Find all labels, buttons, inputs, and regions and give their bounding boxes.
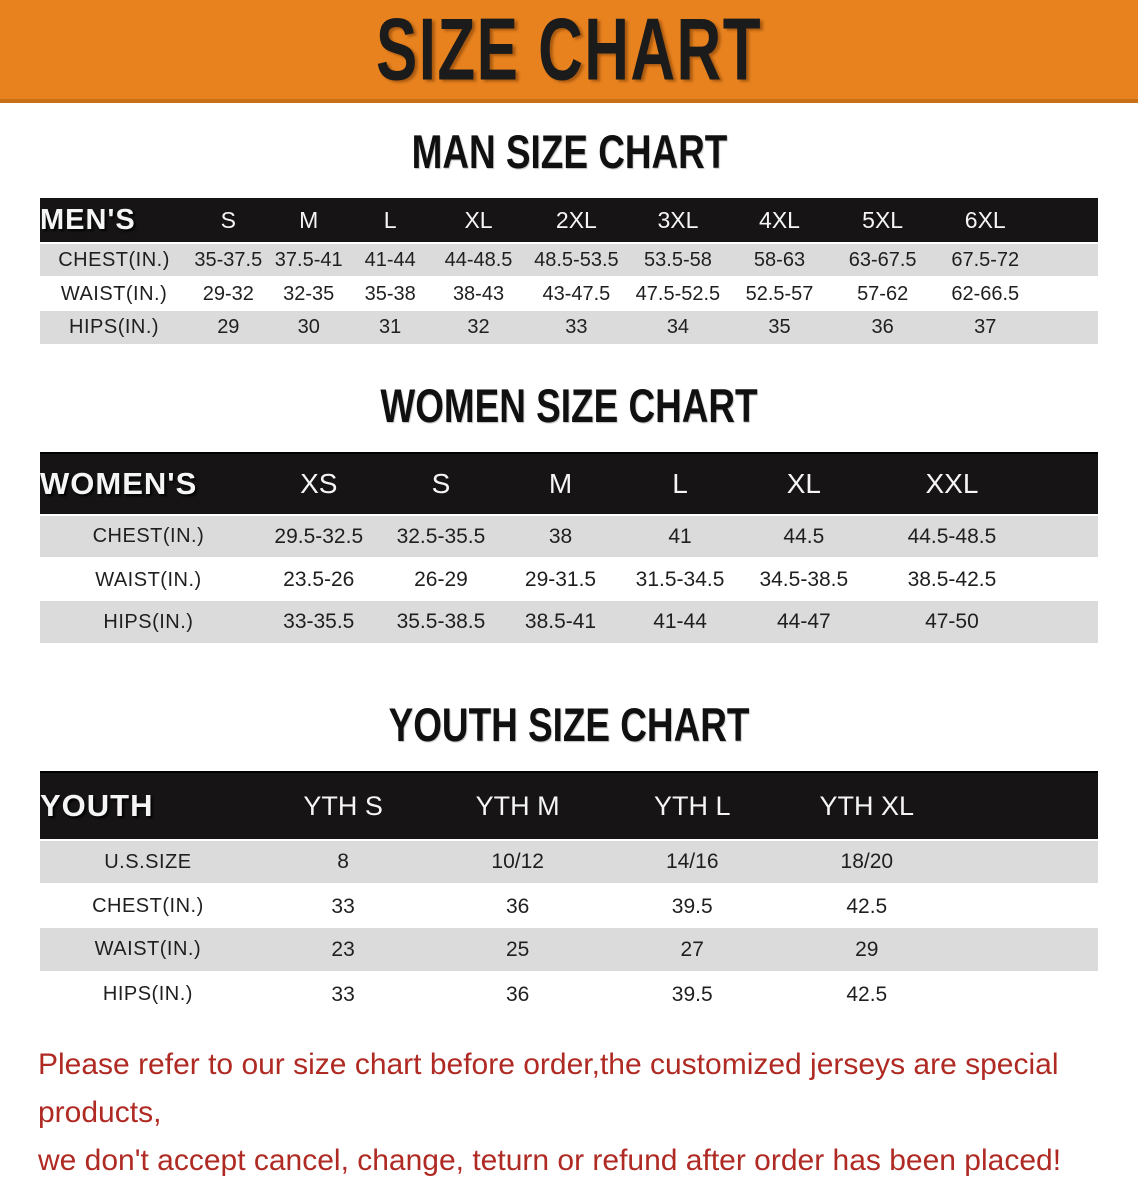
youth-header-filler [954, 772, 1098, 840]
row-label: CHEST(IN.) [40, 243, 188, 277]
banner-title: SIZE CHART [376, 0, 762, 99]
size-cell: 35 [729, 311, 831, 345]
table-row [40, 243, 1098, 277]
men-size-table [40, 198, 1098, 346]
row-filler [1036, 243, 1098, 277]
size-cell: 58-63 [729, 243, 831, 277]
men-group-label: MEN'S [40, 198, 188, 243]
disclaimer [0, 1041, 1138, 1185]
size-cell: 29-31.5 [501, 558, 619, 601]
youth-group-label: YOUTH [40, 772, 256, 840]
men-header-filler [1036, 198, 1098, 243]
man-section-title [0, 126, 1138, 177]
size-cell: 44.5-48.5 [867, 515, 1036, 558]
row-label: WAIST(IN.) [40, 928, 256, 972]
size-cell: 18/20 [780, 840, 955, 884]
size-cell: 42.5 [780, 884, 955, 928]
size-cell: 37.5-41 [269, 243, 349, 277]
size-cell: 44.5 [740, 515, 867, 558]
row-label: HIPS(IN.) [40, 972, 256, 1016]
women-section-title-text: WOMEN SIZE CHART [380, 378, 758, 433]
row-label: U.S.SIZE [40, 840, 256, 884]
men-header-row [40, 198, 1098, 243]
row-filler [1037, 601, 1098, 644]
men-col-header: S [188, 198, 268, 243]
row-filler [1037, 515, 1098, 558]
table-row [40, 277, 1098, 311]
size-cell: 29-32 [188, 277, 268, 311]
men-col-header: 4XL [729, 198, 831, 243]
row-filler [954, 884, 1098, 928]
women-col-header: S [381, 453, 502, 515]
size-cell: 38 [501, 515, 619, 558]
size-cell: 48.5-53.5 [526, 243, 628, 277]
youth-table-header [40, 772, 1098, 840]
size-cell: 36 [430, 884, 605, 928]
size-cell: 37 [935, 311, 1036, 345]
row-filler [954, 840, 1098, 884]
youth-table-body [40, 840, 1098, 1016]
women-group-label: WOMEN'S [40, 453, 257, 515]
size-cell: 52.5-57 [729, 277, 831, 311]
row-filler [1037, 558, 1098, 601]
size-cell: 57-62 [830, 277, 935, 311]
man-section-title-text: MAN SIZE CHART [411, 124, 727, 179]
table-row [40, 928, 1098, 972]
size-cell: 38.5-41 [501, 601, 619, 644]
row-label: CHEST(IN.) [40, 515, 257, 558]
men-col-header: 5XL [830, 198, 935, 243]
men-table-body [40, 243, 1098, 345]
row-filler [954, 928, 1098, 972]
size-cell: 8 [256, 840, 431, 884]
size-cell: 36 [430, 972, 605, 1016]
size-cell: 43-47.5 [526, 277, 628, 311]
size-cell: 29 [780, 928, 955, 972]
men-col-header: XL [431, 198, 525, 243]
disclaimer-line-2: we don't accept cancel, change, teturn or refund after order has been placed! [38, 1144, 1062, 1177]
size-cell: 34.5-38.5 [740, 558, 867, 601]
disclaimer-line-1: Please refer to our size chart before order,the customized jerseys are special products, [38, 1048, 1059, 1129]
size-cell: 38.5-42.5 [867, 558, 1036, 601]
size-cell: 36 [830, 311, 935, 345]
size-cell: 62-66.5 [935, 277, 1036, 311]
size-cell: 27 [605, 928, 780, 972]
row-label: HIPS(IN.) [40, 601, 257, 644]
youth-col-header: YTH M [430, 772, 605, 840]
size-cell: 67.5-72 [935, 243, 1036, 277]
row-label: WAIST(IN.) [40, 277, 188, 311]
men-table-header [40, 198, 1098, 243]
youth-col-header: YTH XL [780, 772, 955, 840]
row-filler [1036, 277, 1098, 311]
women-col-header: XL [740, 453, 867, 515]
size-cell: 35-37.5 [188, 243, 268, 277]
women-header-filler [1037, 453, 1098, 515]
size-cell: 39.5 [605, 972, 780, 1016]
women-section-title [0, 380, 1138, 431]
men-col-header: 2XL [526, 198, 628, 243]
men-col-header: 3XL [627, 198, 729, 243]
youth-size-table [40, 771, 1098, 1016]
men-col-header: L [349, 198, 432, 243]
women-header-row [40, 453, 1098, 515]
size-cell: 33 [256, 884, 431, 928]
row-filler [954, 972, 1098, 1016]
size-cell: 31 [349, 311, 432, 345]
size-cell: 47-50 [867, 601, 1036, 644]
size-cell: 41 [620, 515, 741, 558]
size-cell: 33 [526, 311, 628, 345]
table-row [40, 840, 1098, 884]
youth-section-title-text: YOUTH SIZE CHART [388, 697, 750, 752]
youth-section-title [0, 699, 1138, 750]
youth-col-header: YTH L [605, 772, 780, 840]
row-label: WAIST(IN.) [40, 558, 257, 601]
size-cell: 29 [188, 311, 268, 345]
size-cell: 25 [430, 928, 605, 972]
table-row [40, 311, 1098, 345]
men-col-header: 6XL [935, 198, 1036, 243]
women-col-header: L [620, 453, 741, 515]
size-cell: 32-35 [269, 277, 349, 311]
table-row [40, 884, 1098, 928]
size-cell: 44-47 [740, 601, 867, 644]
row-label: HIPS(IN.) [40, 311, 188, 345]
size-cell: 23 [256, 928, 431, 972]
size-cell: 30 [269, 311, 349, 345]
table-row [40, 515, 1098, 558]
size-cell: 53.5-58 [627, 243, 729, 277]
size-cell: 42.5 [780, 972, 955, 1016]
size-cell: 39.5 [605, 884, 780, 928]
banner [0, 0, 1138, 103]
size-cell: 31.5-34.5 [620, 558, 741, 601]
size-cell: 26-29 [381, 558, 502, 601]
row-filler [1036, 311, 1098, 345]
table-row [40, 972, 1098, 1016]
size-cell: 33 [256, 972, 431, 1016]
women-col-header: XS [257, 453, 381, 515]
men-col-header: M [269, 198, 349, 243]
size-cell: 38-43 [431, 277, 525, 311]
women-size-table [40, 452, 1098, 645]
women-col-header: XXL [867, 453, 1036, 515]
size-cell: 44-48.5 [431, 243, 525, 277]
women-table-body [40, 515, 1098, 644]
size-cell: 14/16 [605, 840, 780, 884]
size-cell: 41-44 [349, 243, 432, 277]
women-col-header: M [501, 453, 619, 515]
table-row [40, 601, 1098, 644]
size-cell: 35.5-38.5 [381, 601, 502, 644]
size-cell: 10/12 [430, 840, 605, 884]
size-cell: 32 [431, 311, 525, 345]
size-cell: 47.5-52.5 [627, 277, 729, 311]
size-cell: 34 [627, 311, 729, 345]
women-table-header [40, 453, 1098, 515]
size-cell: 29.5-32.5 [257, 515, 381, 558]
youth-col-header: YTH S [256, 772, 431, 840]
size-cell: 41-44 [620, 601, 741, 644]
size-cell: 32.5-35.5 [381, 515, 502, 558]
youth-header-row [40, 772, 1098, 840]
size-cell: 63-67.5 [830, 243, 935, 277]
size-cell: 33-35.5 [257, 601, 381, 644]
row-label: CHEST(IN.) [40, 884, 256, 928]
size-cell: 35-38 [349, 277, 432, 311]
table-row [40, 558, 1098, 601]
size-cell: 23.5-26 [257, 558, 381, 601]
